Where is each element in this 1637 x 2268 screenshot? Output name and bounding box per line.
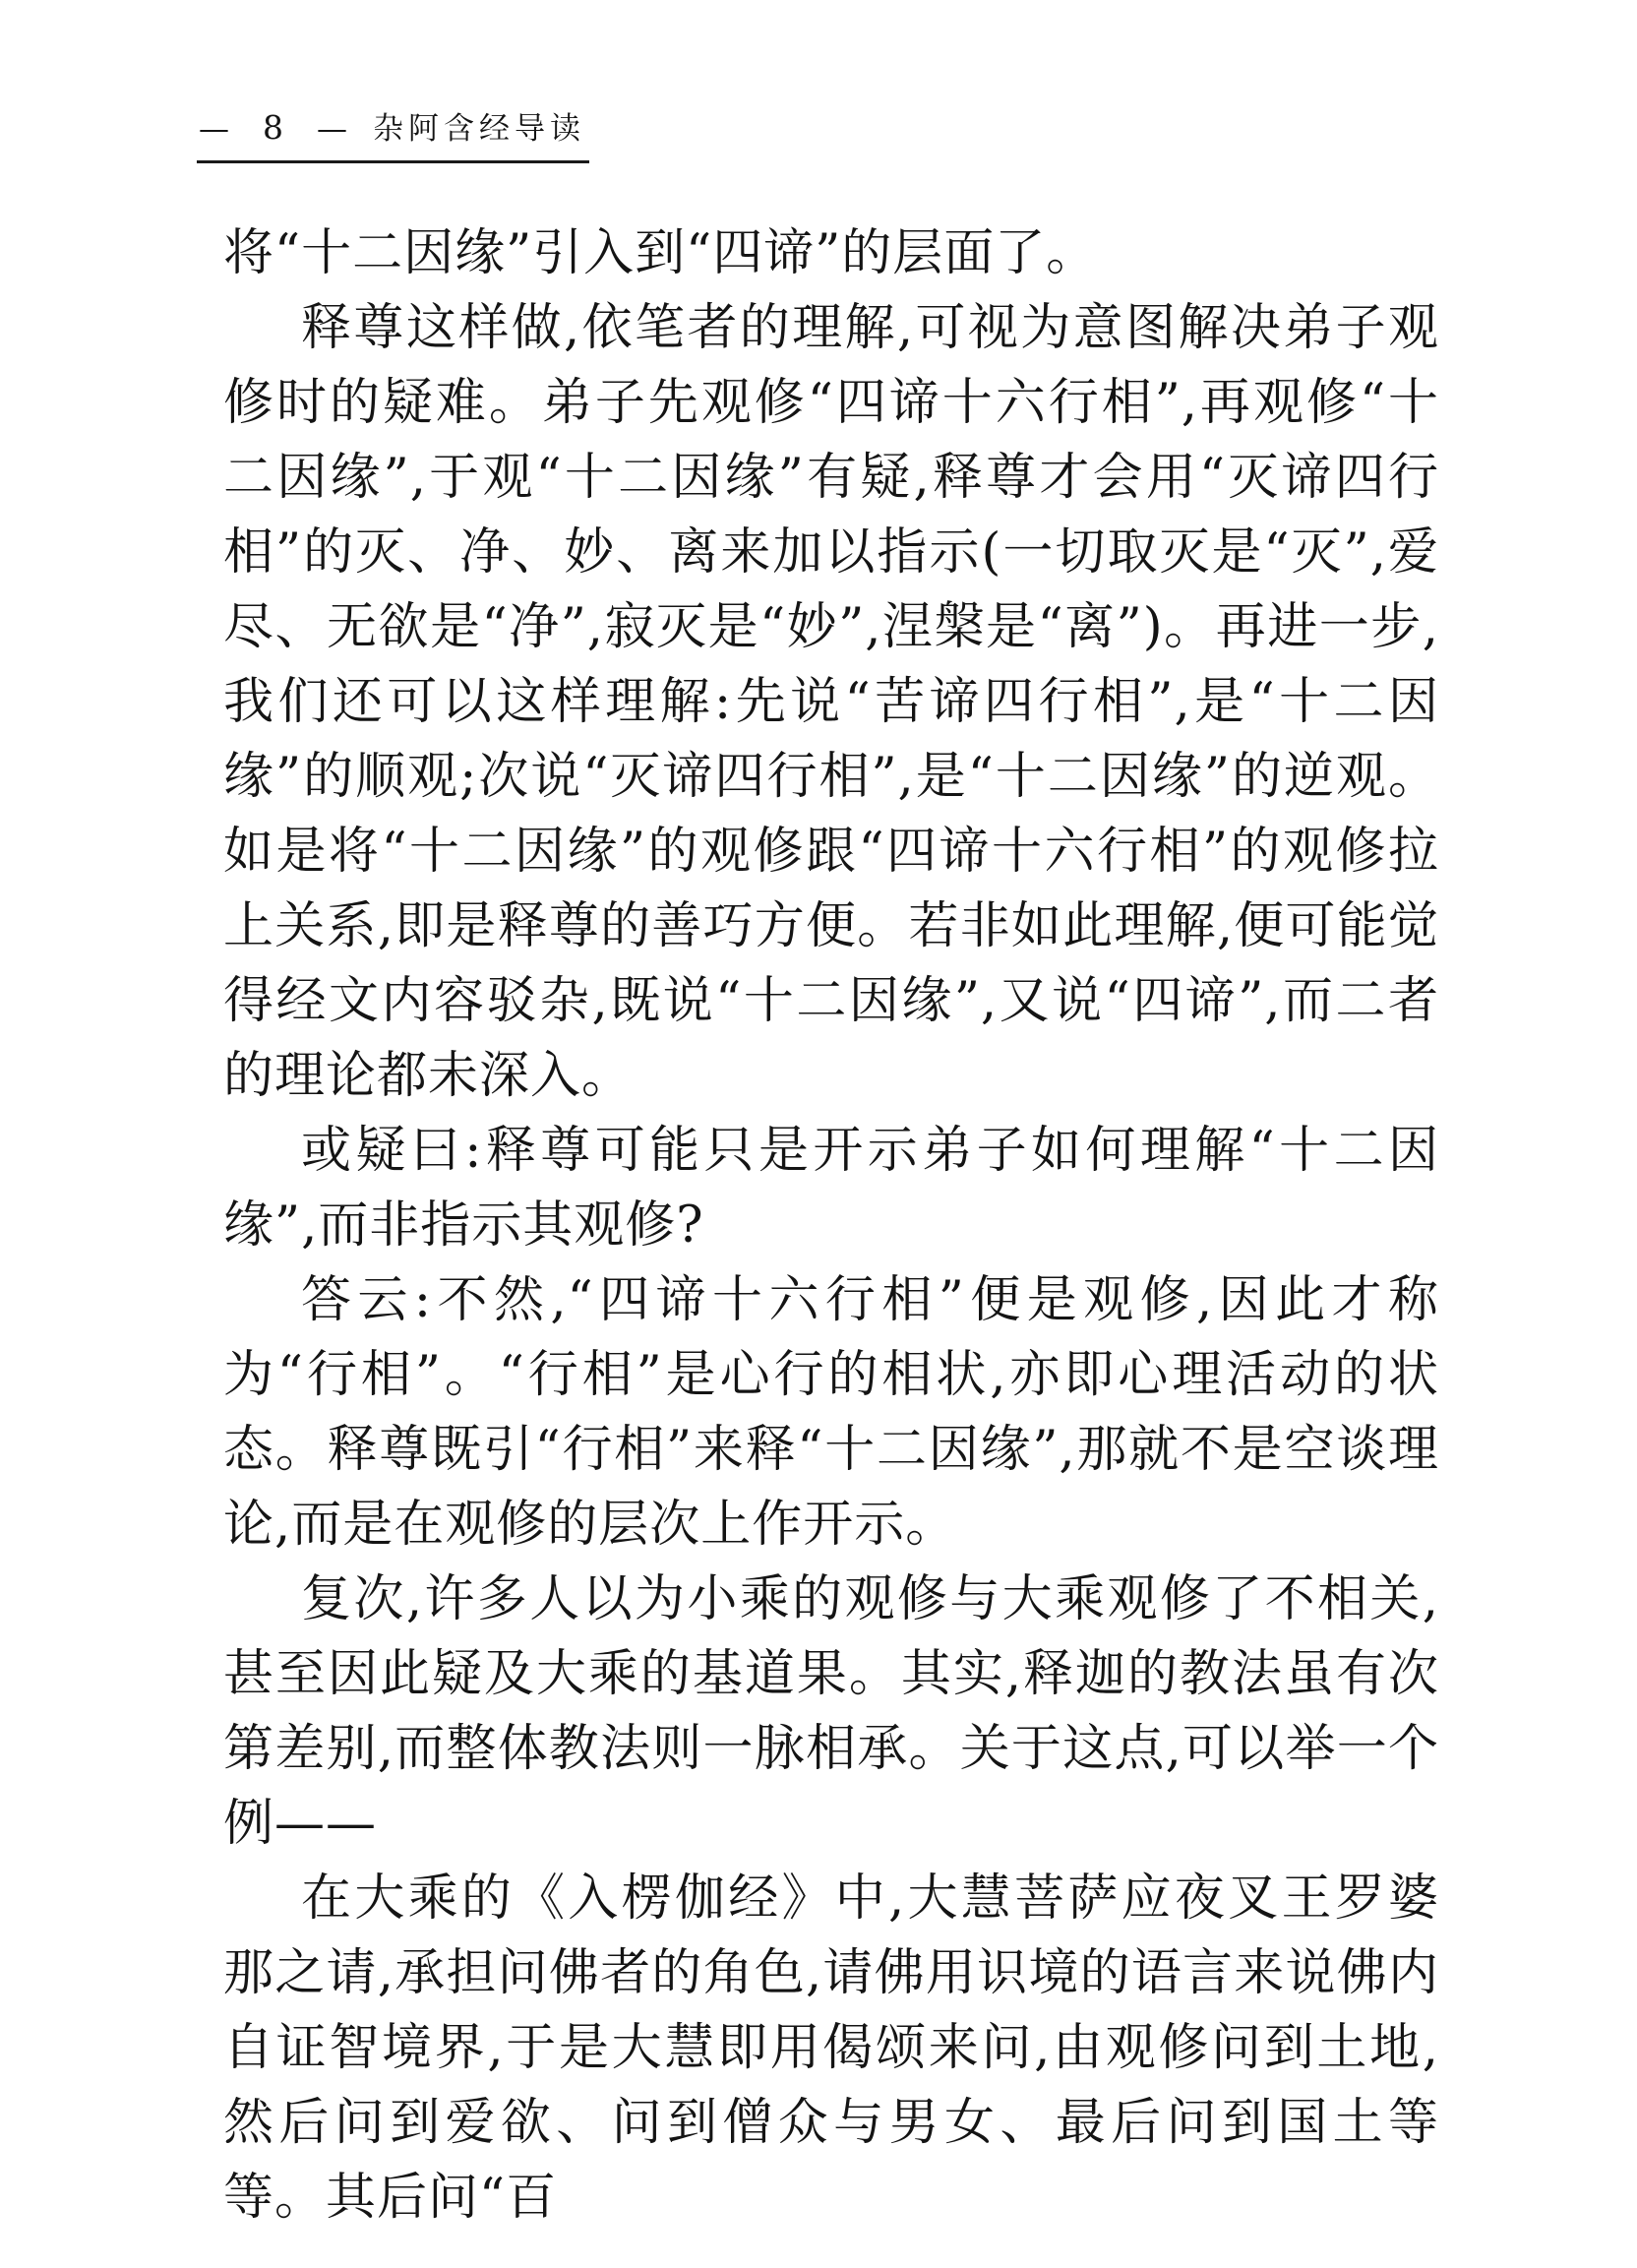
body-paragraph: 或疑曰:释尊可能只是开示弟子如何理解“十二因缘”,而非指示其观修? [223,1122,1439,1255]
page-header [197,110,589,163]
header-dash-right: — [317,111,347,147]
body-paragraph: 答云:不然,“四谛十六行相”便是观修,因此才称为“行相”。“行相”是心行的相状,亦即心理活动的状态。释尊既引“行相”来释“十二因缘”,那就不是空谈理论,而是在观修的层次上作开示。 [223,1271,1439,1554]
body-paragraph: 将“十二因缘”引入到“四谛”的层面了。 [223,224,1098,282]
page-number: 8 [263,108,283,147]
book-title: 杂阿含经导读 [373,111,585,147]
page-body [223,216,1439,2236]
header-dash-left: — [199,111,229,147]
body-paragraph: 在大乘的《入楞伽经》中,大慧菩萨应夜叉王罗婆那之请,承担问佛者的角色,请佛用识境的语言来说佛内自证智境界,于是大慧即用偈颂来问,由观修问到土地,然后问到爱欲、问到僧众与男女、最后问到国土等等。其后问“百 [223,1870,1439,2227]
body-paragraph: 释尊这样做,依笔者的理解,可视为意图解决弟子观修时的疑难。弟子先观修“四谛十六行相”,再观修“十二因缘”,于观“十二因缘”有疑,释尊才会用“灭谛四行相”的灭、净、妙、离来加以指示(一切取灭是“灭”,爱尽、无欲是“净”,寂灭是“妙”,涅槃是“离”)。再进一步,我们还可以这样理解:先说“苦谛四行相”,是“十二因缘”的顺观;次说“灭谛四行相”,是“十二因缘”的逆观。如是将“十二因缘”的观修跟“四谛十六行相”的观修拉上关系,即是释尊的善巧方便。若非如此理解,便可能觉得经文内容驳杂,既说“十二因缘”,又说“四谛”,而二者的理论都未深入。 [223,299,1439,1105]
body-paragraph: 复次,许多人以为小乘的观修与大乘观修了不相关,甚至因此疑及大乘的基道果。其实,释迦的教法虽有次第差别,而整体教法则一脉相承。关于这点,可以举一个例—— [223,1570,1439,1853]
